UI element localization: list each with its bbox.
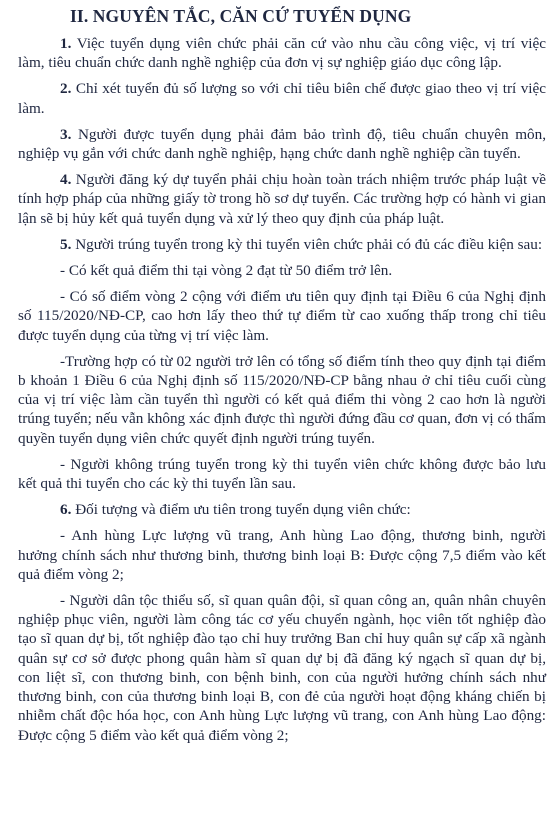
item-6-bullet: - Người dân tộc thiểu số, sĩ quan quân đội, sĩ quan công an, quân nhân chuyên nghiệp phục viên, người làm công tác cơ yếu chuyển ngành, học viên tốt nghiệp đào tạo sĩ quan dự bị, tốt nghiệp đào tạo chỉ huy trưởng Ban chỉ huy quân sự cấp xã ngành quân sự cơ sở được phong quân hàm sĩ quan dự bị đã đăng ký ngạch sĩ quan dự bị, con liệt sĩ, con thương binh, con bệnh binh, con của người hưởng chính sách như thương binh, con của thương binh loại B, con đẻ của người hoạt động kháng chiến bị nhiễm chất độc hóa học, con Anh hùng Lực lượng vũ trang, con Anh hùng Lao động: Được cộng 5 điểm vào kết quả điểm vòng 2;	[18, 592, 546, 744]
item-5-bullet: - Người không trúng tuyển trong kỳ thi tuyển viên chức không được bảo lưu kết quả thi tuyển cho các kỳ thi tuyển lần sau.	[18, 455, 546, 493]
item-number: 6.	[60, 501, 72, 519]
item-number: 1.	[60, 35, 72, 52]
item-number: 2.	[60, 80, 72, 98]
item-text: Người đăng ký dự tuyển phải chịu hoàn toàn trách nhiệm trước pháp luật về tính hợp pháp của những giấy tờ trong hồ sơ dự tuyển. Các trường hợp có hành vi gian lận sẽ bị hủy kết quả tuyển dụng và xử lý theo quy định của pháp luật.	[18, 171, 546, 227]
section-heading: II. NGUYÊN TẮC, CĂN CỨ TUYỂN DỤNG	[70, 6, 412, 26]
item-2	[18, 79, 546, 117]
item-4	[18, 170, 546, 228]
item-number: 3.	[60, 125, 72, 143]
item-6-bullet: - Anh hùng Lực lượng vũ trang, Anh hùng Lao động, thương binh, người hưởng chính sách như thương binh, thương binh loại B: Được cộng 7,5 điểm vào kết quả điểm vòng 2;	[18, 527, 546, 583]
item-1	[18, 34, 546, 72]
item-number: 4.	[60, 171, 72, 189]
item-text: Người trúng tuyển trong kỳ thi tuyển viên chức phải có đủ các điều kiện sau:	[71, 235, 543, 253]
item-5-bullet: - Có kết quả điểm thi tại vòng 2 đạt từ 50 điểm trở lên.	[60, 262, 393, 280]
item-text: Việc tuyển dụng viên chức phải căn cứ vào nhu cầu công việc, vị trí việc làm, tiêu chuẩn chức danh nghề nghiệp của đơn vị sự nghiệp giáo dục công lập.	[18, 35, 546, 72]
item-text: Chỉ xét tuyển đủ số lượng so với chỉ tiêu biên chế được giao theo vị trí việc làm.	[18, 80, 546, 117]
item-text: Đối tượng và điểm ưu tiên trong tuyển dụng viên chức:	[71, 501, 411, 519]
item-5-bullet: -Trường hợp có từ 02 người trở lên có tổng số điểm tính theo quy định tại điểm b khoản 1 Điều 6 của Nghị định số 115/2020/NĐ-CP bằng nhau ở chỉ tiêu cuối cùng của vị trí việc làm cần tuyển thì người có kết quả điểm thi vòng 2 cao hơn là người trúng tuyển; nếu vẫn không xác định được thì người đứng đầu cơ quan, đơn vị có thẩm quyền tuyển dụng viên chức quyết định người trúng tuyển.	[18, 352, 546, 447]
item-6	[18, 500, 546, 519]
item-5-bullet: - Có số điểm vòng 2 cộng với điểm ưu tiên quy định tại Điều 6 của Nghị định số 115/2020/NĐ-CP, cao hơn lấy theo thứ tự điểm từ cao xuống thấp trong chỉ tiêu được tuyển dụng của từng vị trí việc làm.	[18, 288, 546, 344]
item-5	[18, 235, 546, 254]
item-number: 5.	[60, 235, 72, 253]
item-3	[18, 125, 546, 163]
item-text: Người được tuyển dụng phải đảm bảo trình độ, tiêu chuẩn chuyên môn, nghiệp vụ gắn với chức danh nghề nghiệp, hạng chức danh nghề nghiệp cần tuyển.	[18, 125, 546, 163]
